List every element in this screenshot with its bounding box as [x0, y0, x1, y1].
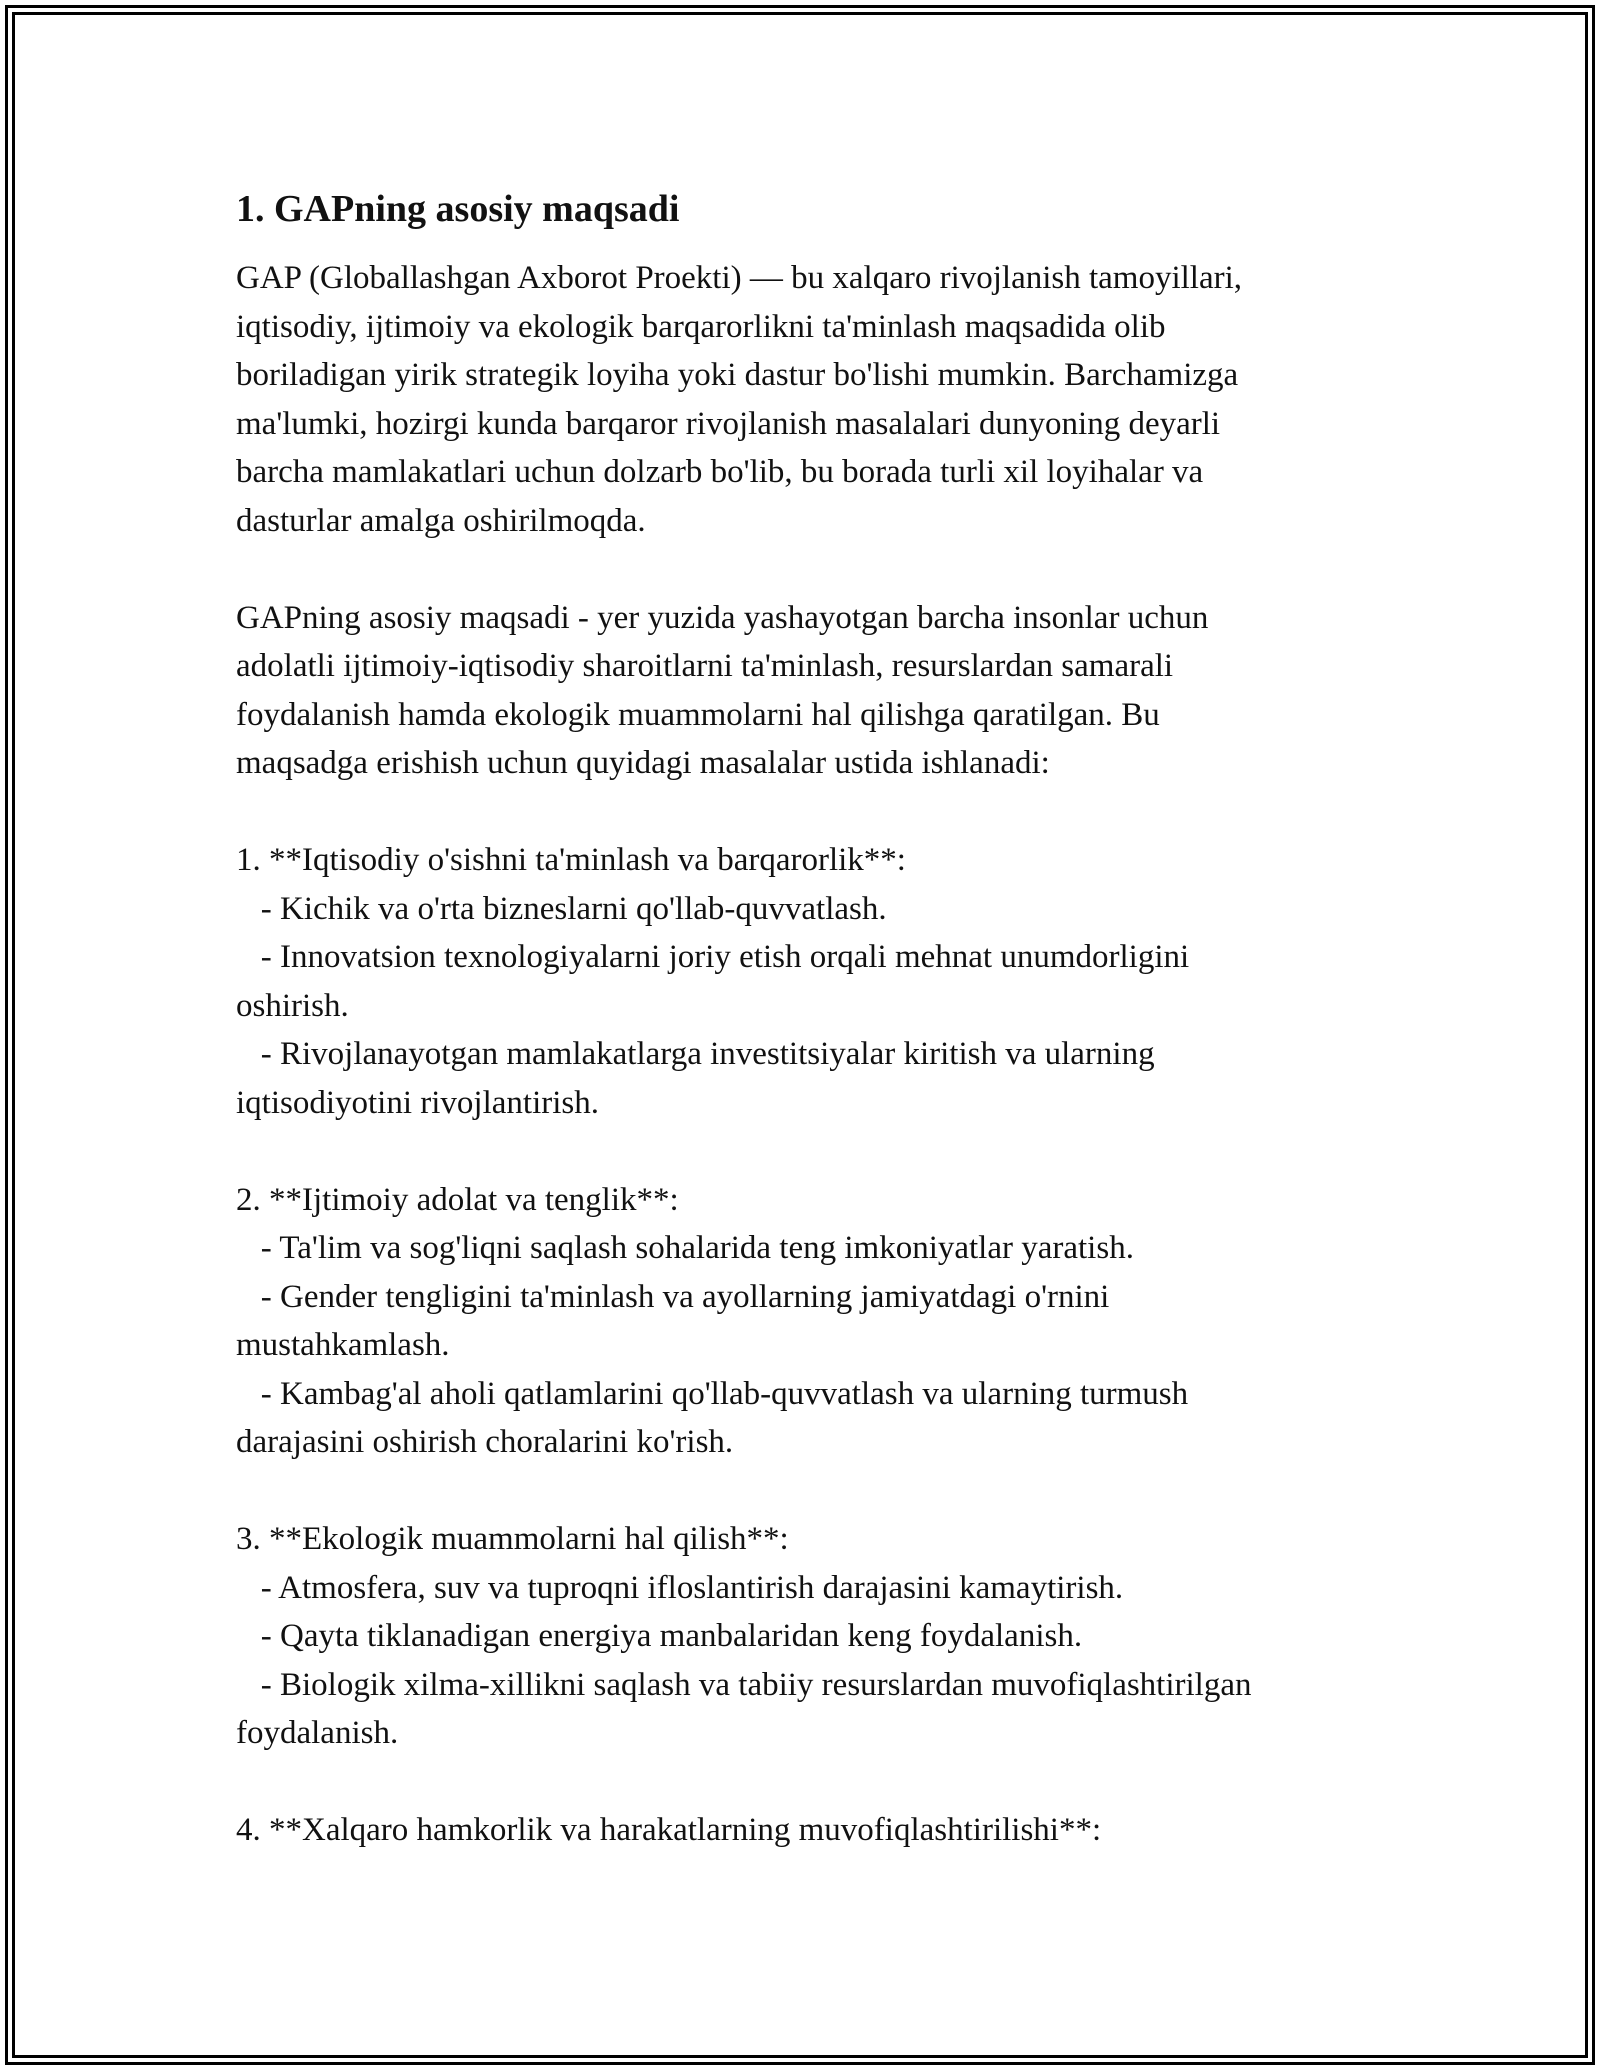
document-blocks	[236, 254, 1376, 1855]
text-line: boriladigan yirik strategik loyiha yoki dastur bo'lishi mumkin. Barchamizga	[236, 357, 1239, 393]
paragraph	[236, 594, 1376, 788]
paragraph-gap	[236, 1758, 1376, 1807]
text-line: - Biologik xilma-xillikni saqlash va tabiiy resurslardan muvofiqlashtirilgan	[236, 1666, 1252, 1703]
text-line: iqtisodiyotini rivojlantirish.	[236, 1084, 599, 1121]
text-line: - Kichik va o'rta bizneslarni qo'llab-quvvatlash.	[236, 890, 887, 927]
paragraph	[236, 254, 1376, 545]
list-section	[236, 1176, 1376, 1467]
text-line: - Kambag'al aholi qatlamlarini qo'llab-quvvatlash va ularning turmush	[236, 1375, 1189, 1412]
text-line: maqsadga erishish uchun quyidagi masalalar ustida ishlanadi:	[236, 745, 1050, 781]
text-line: barcha mamlakatlari uchun dolzarb bo'lib, bu borada turli xil loyihalar va	[236, 454, 1204, 490]
paragraph-gap	[236, 1467, 1376, 1516]
text-line: 1. **Iqtisodiy o'sishni ta'minlash va barqarorlik**:	[236, 842, 906, 878]
text-line: foydalanish hamda ekologik muammolarni hal qilishga qaratilgan. Bu	[236, 696, 1160, 733]
paragraph-gap	[236, 545, 1376, 594]
text-line: adolatli ijtimoiy-iqtisodiy sharoitlarni ta'minlash, resurslardan samarali	[236, 648, 1174, 684]
list-section	[236, 836, 1376, 1127]
section-heading: 1. GAPning asosiy maqsadi	[236, 188, 680, 230]
text-line: 2. **Ijtimoiy adolat va tenglik**:	[236, 1181, 679, 1218]
list-section	[236, 1515, 1376, 1758]
text-line: - Rivojlanayotgan mamlakatlarga investitsiyalar kiritish va ularning	[236, 1036, 1155, 1072]
text-line: darajasini oshirish choralarini ko'rish.	[236, 1424, 734, 1460]
text-line: - Qayta tiklanadigan energiya manbalaridan keng foydalanish.	[236, 1618, 1083, 1654]
text-line: - Gender tengligini ta'minlash va ayollarning jamiyatdagi o'rnini	[236, 1278, 1110, 1315]
text-line: GAP (Globallashgan Axborot Proekti) — bu xalqaro rivojlanish tamoyillari,	[236, 260, 1243, 296]
list-section	[236, 1806, 1376, 1855]
text-line: iqtisodiy, ijtimoiy va ekologik barqarorlikni ta'minlash maqsadida olib	[236, 308, 1166, 345]
text-line: dasturlar amalga oshirilmoqda.	[236, 502, 646, 539]
document-body	[236, 185, 1376, 1855]
text-line: oshirish.	[236, 987, 349, 1024]
text-line: - Innovatsion texnologiyalarni joriy etish orqali mehnat unumdorligini	[236, 939, 1190, 975]
text-line: - Atmosfera, suv va tuproqni ifloslantirish darajasini kamaytirish.	[236, 1569, 1124, 1606]
text-line: 4. **Xalqaro hamkorlik va harakatlarning muvofiqlashtirilishi**:	[236, 1812, 1102, 1848]
text-line: foydalanish.	[236, 1715, 399, 1751]
text-line: - Ta'lim va sog'liqni saqlash sohalarida teng imkoniyatlar yaratish.	[236, 1230, 1134, 1266]
text-line: GAPning asosiy maqsadi - yer yuzida yashayotgan barcha insonlar uchun	[236, 599, 1209, 636]
paragraph-gap	[236, 788, 1376, 837]
paragraph-gap	[236, 1127, 1376, 1176]
text-line: mustahkamlash.	[236, 1327, 450, 1363]
text-line: ma'lumki, hozirgi kunda barqaror rivojlanish masalalari dunyoning deyarli	[236, 405, 1221, 442]
text-line: 3. **Ekologik muammolarni hal qilish**:	[236, 1521, 789, 1557]
